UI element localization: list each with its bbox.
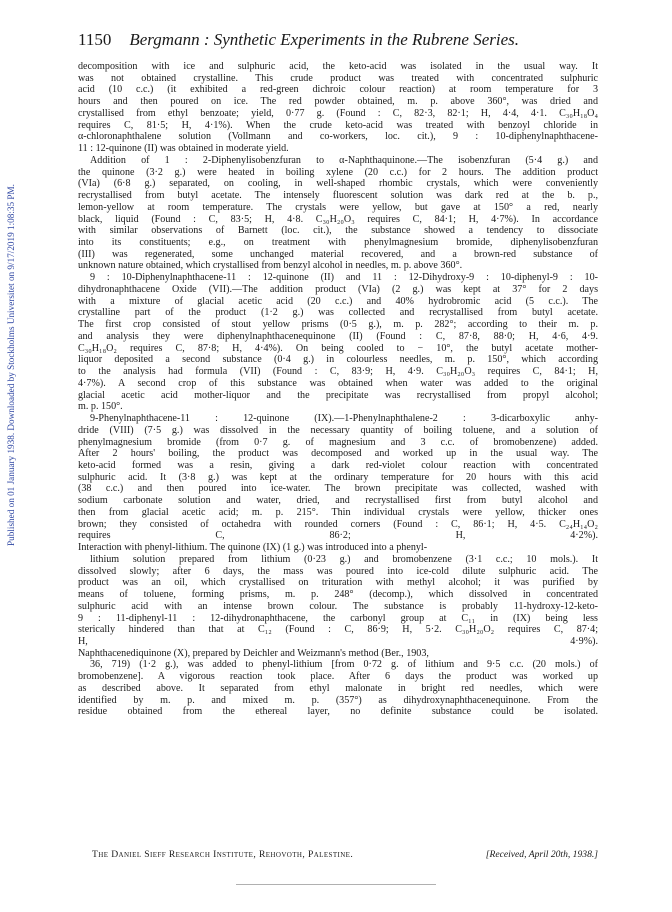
article-footer — [92, 849, 598, 860]
page-header — [78, 30, 598, 50]
received-date: [Received, April 20th, 1938.] — [485, 849, 598, 860]
page-number: 1150 — [78, 30, 112, 49]
text-line: (III) was regenerated, some unchanged material recovered, and a brown-red substance of — [78, 248, 598, 260]
download-watermark — [4, 130, 18, 600]
text-line: sulphuric acid with an intense brown colour. The substance is probably 11-hydroxy-12-keto- — [78, 600, 598, 612]
text-line: m. p. 150°. — [78, 401, 123, 413]
text-line: Interaction with phenyl-lithium. The quinone (IX) (1 g.) was introduced into a phenyl- — [78, 542, 428, 554]
text-line: lithium solution prepared from lithium (0·23 g.) and bromobenzene (3·1 c.c.; 10 mols.). It — [90, 553, 598, 565]
text-line: recrystallised from butyl acetate. The intensely fluorescent solution was dark red at the b. p., — [78, 190, 598, 202]
running-title: Bergmann : Synthetic Experiments in the Rubrene Series. — [129, 30, 520, 49]
text-line: glacial acetic acid mother-liquor and the precipitate was recrystallised from propyl alcohol; — [78, 389, 598, 401]
text-line: (VIa) (6·8 g.) separated, on cooling, in well-shaped rhombic crystals, which were conveniently — [78, 178, 598, 190]
article-body — [78, 61, 598, 718]
text-line: then from glacial acetic acid; m. p. 215°. Thin individual crystals were yellow, thicker ones — [78, 506, 598, 518]
text-line: sulphuric acid. It (3·8 g.) was kept at the ordinary temperature for 20 hours with this acid — [78, 471, 598, 483]
text-line: 4·7%). A second crop of this substance was obtained when water was added to the original — [78, 377, 598, 389]
text-line: After 2 hours' boiling, the product was decomposed and worked up in the usual way. The — [78, 448, 598, 460]
text-line: Naphthacenediquinone (X), prepared by Deichler and Weizmann's method (Ber., 1903, — [78, 647, 429, 659]
text-line: as described above. It separated from ethyl malonate in bright red needles, which were — [78, 682, 598, 694]
text-line: the quinone (3·2 g.) were heated in boiling xylene (20 c.c.) for 2 hours. The addition product — [78, 166, 598, 178]
text-line: dissolved slowly; after 6 days, the mass was poured into ice-cold dilute sulphuric acid. The — [78, 565, 598, 577]
download-watermark-text: Published on 01 January 1938. Downloaded by Stockholms Universitet on 9/17/2019 1:08:35 PM. — [6, 184, 16, 546]
text-line: bromobenzene]. A vigorous reaction took place. After 6 days the product was worked up — [78, 671, 598, 683]
text-line: dride (VIII) (7·5 g.) was dissolved in the necessary quantity of boiling toluene, and a solution of — [78, 424, 598, 436]
text-line: product was an oil, which crystallised on trituration with methyl alcohol; it was purified by — [78, 577, 598, 589]
text-line: identified by m. p. and mixed m. p. (357°) as dihydroxynaphthacenequinone. From the — [78, 694, 598, 706]
text-line: C₃₀H₁₈O₂ requires C, 87·8; H, 4·4%). On being cooled to − 10°, the butyl acetate mother- — [78, 342, 598, 354]
text-line: 11 : 12-quinone (II) was obtained in moderate yield. — [78, 143, 289, 155]
text-line: α-chloronaphthalene solution (Vollmann and co-workers, loc. cit.), 9 : 10-diphenylnaphthacene- — [78, 131, 598, 143]
text-line: sodium carbonate solution and water, dried, and recrystallised first from butyl alcohol and — [78, 495, 598, 507]
text-line: The first crop consisted of stout yellow prisms (0·5 g.), m. p. 282°; according to their m. p. — [78, 319, 598, 331]
text-line: H, 4·9%). — [78, 635, 598, 647]
institute-address: The Daniel Sieff Research Institute, Rehovoth, Palestine. — [92, 849, 354, 860]
text-line: to the analysis had formula (VII) (Found : C, 83·9; H, 4·9. C₃₀H₂₀O₃ requires C, 84·1; H, — [78, 366, 598, 378]
text-line: black, liquid (Found : C, 83·5; H, 4·8. C₃₀H₂₀O₃ requires C, 84·1; H, 4·7%). In accordance — [78, 213, 598, 225]
text-line: residue obtained from the ethereal layer, no definite substance could be isolated. — [78, 706, 598, 718]
text-line: 9 : 11-diphenyl-11 : 12-dihydronaphthacene, the carbonyl group at C₁₁ in (IX) being less — [78, 612, 598, 624]
text-line: with similar observations of Barnett (loc. cit.), the substance showed a tendency to dissociate — [78, 225, 598, 237]
text-line: (38 c.c.) and then poured into ice-water. The brown precipitate was collected, washed with — [78, 483, 598, 495]
text-line: phenylmagnesium bromide (from 0·7 g. of magnesium and 3 c.c. of bromobenzene) added. — [78, 436, 598, 448]
text-line: requires C, 81·5; H, 4·1%). When the crude keto-acid was treated with benzoyl chloride in — [78, 119, 598, 131]
text-line: brown; they consisted of octahedra with rounded corners (Found : C, 86·1; H, 4·5. C₂₄H₁₄O₂ — [78, 518, 598, 530]
text-line: 9-Phenylnaphthacene-11 : 12-quinone (IX).—1-Phenylnaphthalene-2 : 3-dicarboxylic anhy- — [90, 413, 598, 425]
text-line: unknown nature obtained, which crystallised from benzyl alcohol in needles, m. p. above 360°. — [78, 260, 463, 272]
text-line: means of toluene, forming prisms, m. p. 248° (decomp.), which dissolved in concentrated — [78, 589, 598, 601]
text-line: into its constituents; e.g., on treatment with phenylmagnesium bromide, diphenylisobenzfuran — [78, 237, 598, 249]
end-rule — [236, 884, 436, 885]
text-line: crystallised from ethyl benzoate; yield, 0·77 g. (Found : C, 82·3, 82·1; H, 4·4, 4·1. C₃₀H₁₈O₄ — [78, 107, 598, 119]
text-line: liquor deposited a second substance (0·4 g.) in colourless needles, m. p. 150°, which according — [78, 354, 598, 366]
text-line: keto-acid formed was a resin, giving a dark red-violet colour reaction with concentrated — [78, 459, 598, 471]
text-line: 36, 719) (1·2 g.), was added to phenyl-lithium [from 0·72 g. of lithium and 9·5 c.c. (20 mols.) of — [90, 659, 598, 671]
text-line: crystalline part of the product (1·2 g.) was collected and recrystallised from butyl acetate. — [78, 307, 598, 319]
text-line: dihydronaphthacene Oxide (VII).—The addition product (VIa) (2 g.) was kept at 37° for 2 days — [78, 283, 598, 295]
text-line: 9 : 10-Diphenylnaphthacene-11 : 12-quinone (II) and 11 : 12-Dihydroxy-9 : 10-diphenyl-9 : 10- — [90, 272, 598, 284]
text-line: hours and then poured on ice. The red powder obtained, m. p. above 360°, was dried and — [78, 96, 598, 108]
text-line: acid (10 c.c.) (it exhibited a red-green dichroic colour reaction) at room temperature for 3 — [78, 84, 598, 96]
text-line: sterically hindered than that at C₁₂ (Found : C, 86·9; H, 5·2. C₃₀H₂₀O₂ requires C, 87·4; — [78, 624, 598, 636]
text-line: with a mixture of glacial acetic acid (20 c.c.) and 40% hydrobromic acid (5 c.c.). The — [78, 295, 598, 307]
text-line: and analysis they were diphenylnaphthacenequinone (II) (Found : C, 87·8, 88·0; H, 4·6, 4·9. — [78, 330, 598, 342]
text-line: decomposition with ice and sulphuric acid, the keto-acid was isolated in the usual way. It — [78, 61, 598, 72]
text-line: lemon-yellow at room temperature. The crystals were yellow, but gave at 150° a red, nearly — [78, 201, 598, 213]
text-line: Addition of 1 : 2-Diphenylisobenzfuran to α-Naphthaquinone.—The isobenzfuran (5·4 g.) and — [90, 154, 598, 166]
text-line: requires C, 86·2; H, 4·2%). — [78, 530, 598, 542]
text-line: was not obtained crystalline. This crude product was treated with concentrated sulphuric — [78, 72, 598, 84]
